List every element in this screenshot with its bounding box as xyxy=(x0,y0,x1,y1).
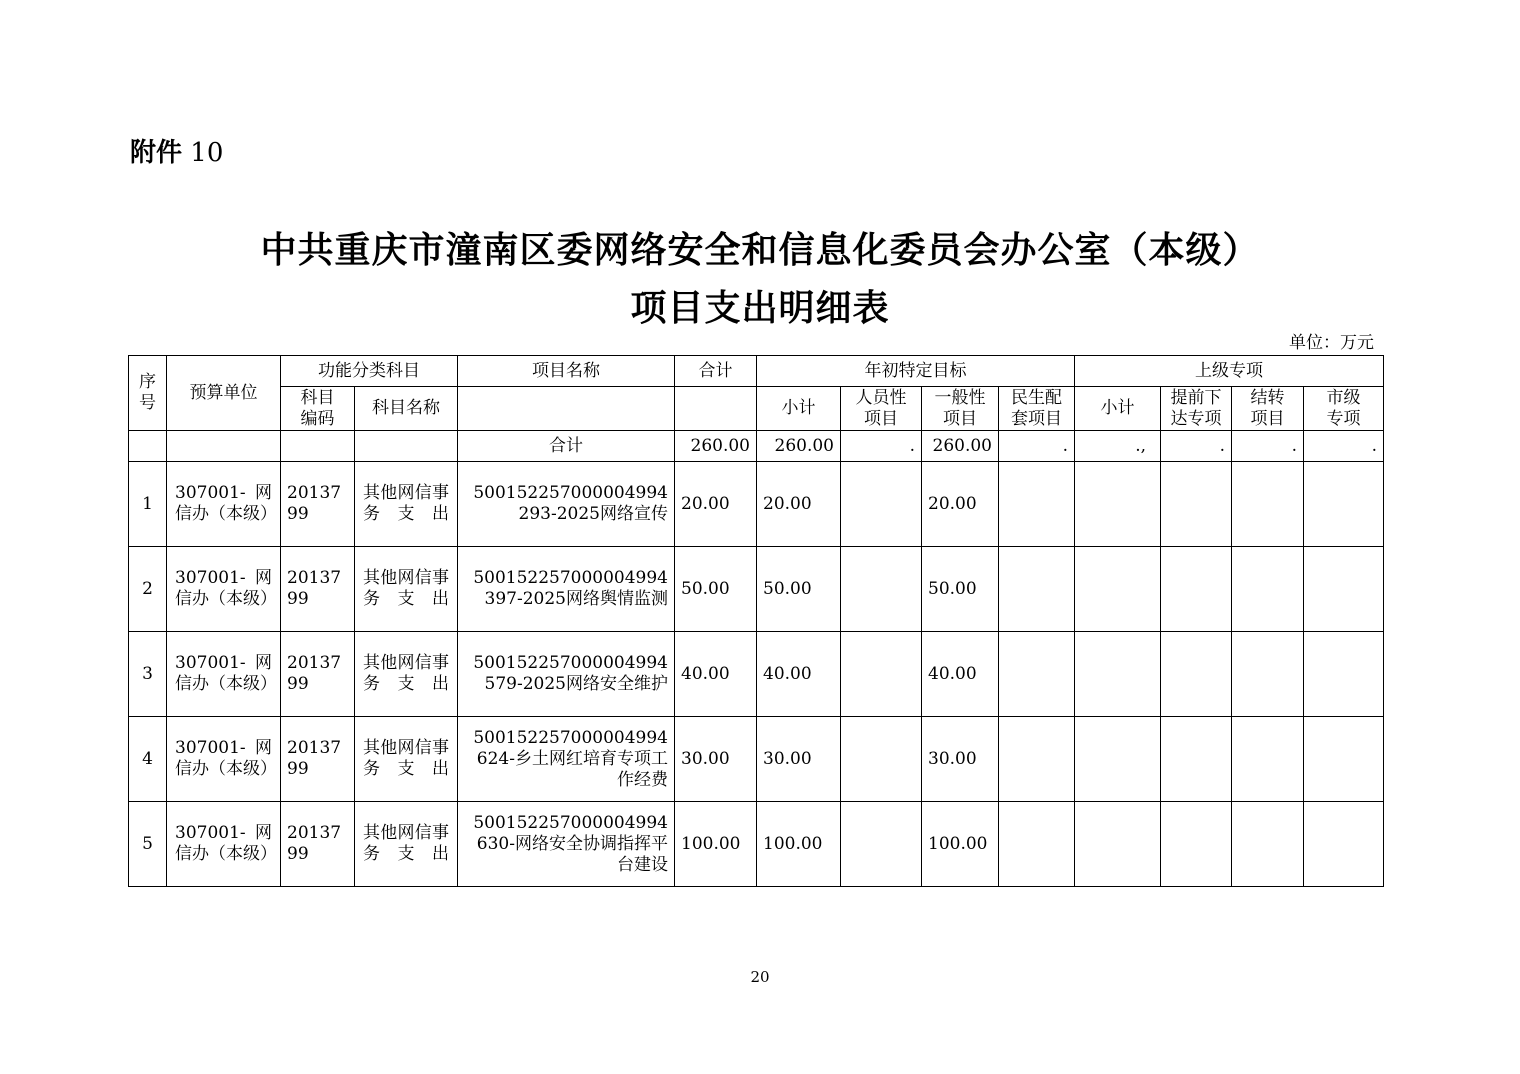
header-budget-unit: 预算单位 xyxy=(167,356,281,431)
total-row xyxy=(129,431,1384,462)
header-project-name: 项目名称 xyxy=(458,356,675,387)
total-sup-subtotal: ., xyxy=(1075,431,1161,462)
row-project: 500152257000004994630-网络安全协调指挥平台建设 xyxy=(458,802,675,887)
header-func-class: 功能分类科目 xyxy=(281,356,458,387)
row-total: 20.00 xyxy=(675,462,757,547)
header-subject-code: 科目编码 xyxy=(281,387,355,431)
row-subject: 其他网信事务支出 xyxy=(355,632,458,717)
unit-label: 单位：万元 xyxy=(1289,333,1374,353)
header-city: 市级专项 xyxy=(1304,387,1384,431)
row-project: 500152257000004994293-2025网络宣传 xyxy=(458,462,675,547)
header-subject-name: 科目名称 xyxy=(355,387,458,431)
row-unit: 307001-网信办（本级） xyxy=(167,462,281,547)
header-personnel: 人员性项目 xyxy=(841,387,922,431)
row-code: 2013799 xyxy=(281,462,355,547)
table-row xyxy=(129,632,1384,717)
row-subject: 其他网信事务支出 xyxy=(355,717,458,802)
page-number: 20 xyxy=(750,968,770,986)
total-city: . xyxy=(1304,431,1384,462)
project-expense-table xyxy=(128,355,1384,887)
header-carryover: 结转项目 xyxy=(1232,387,1304,431)
row-unit: 307001-网信办（本级） xyxy=(167,547,281,632)
row-general: 100.00 xyxy=(922,802,999,887)
row-seq: 2 xyxy=(129,547,167,632)
row-total: 30.00 xyxy=(675,717,757,802)
table-row xyxy=(129,717,1384,802)
header-sup-subtotal: 小计 xyxy=(1075,387,1161,431)
header-annual-target: 年初特定目标 xyxy=(757,356,1075,387)
row-unit: 307001-网信办（本级） xyxy=(167,717,281,802)
row-project: 500152257000004994624-乡土网红培育专项工作经费 xyxy=(458,717,675,802)
header-seq: 序号 xyxy=(129,356,167,431)
header-general: 一般性项目 xyxy=(922,387,999,431)
row-seq: 1 xyxy=(129,462,167,547)
table-row xyxy=(129,802,1384,887)
header-total-empty xyxy=(675,387,757,431)
row-project: 500152257000004994397-2025网络舆情监测 xyxy=(458,547,675,632)
document-title-line2: 项目支出明细表 xyxy=(630,288,890,329)
total-label: 合计 xyxy=(458,431,675,462)
header-project-name-empty xyxy=(458,387,675,431)
row-seq: 4 xyxy=(129,717,167,802)
row-code: 2013799 xyxy=(281,717,355,802)
header-livelihood: 民生配套项目 xyxy=(999,387,1075,431)
total-amount: 260.00 xyxy=(675,431,757,462)
row-total: 100.00 xyxy=(675,802,757,887)
row-unit: 307001-网信办（本级） xyxy=(167,802,281,887)
total-general: 260.00 xyxy=(922,431,999,462)
total-subtotal: 260.00 xyxy=(757,431,841,462)
row-subtotal: 100.00 xyxy=(757,802,841,887)
attachment-label xyxy=(130,132,223,169)
table-row xyxy=(129,462,1384,547)
row-general: 40.00 xyxy=(922,632,999,717)
header-subtotal: 小计 xyxy=(757,387,841,431)
row-project: 500152257000004994579-2025网络安全维护 xyxy=(458,632,675,717)
row-total: 40.00 xyxy=(675,632,757,717)
row-seq: 3 xyxy=(129,632,167,717)
row-subtotal: 20.00 xyxy=(757,462,841,547)
row-code: 2013799 xyxy=(281,802,355,887)
document-title-line1: 中共重庆市潼南区委网络安全和信息化委员会办公室（本级） xyxy=(260,230,1260,271)
row-subject: 其他网信事务支出 xyxy=(355,802,458,887)
row-subtotal: 30.00 xyxy=(757,717,841,802)
row-total: 50.00 xyxy=(675,547,757,632)
total-carryover: . xyxy=(1232,431,1304,462)
row-general: 30.00 xyxy=(922,717,999,802)
row-seq: 5 xyxy=(129,802,167,887)
row-unit: 307001-网信办（本级） xyxy=(167,632,281,717)
total-advance: . xyxy=(1161,431,1232,462)
attachment-number: 10 xyxy=(190,138,224,168)
row-code: 2013799 xyxy=(281,632,355,717)
row-subtotal: 50.00 xyxy=(757,547,841,632)
header-superior: 上级专项 xyxy=(1075,356,1384,387)
header-total: 合计 xyxy=(675,356,757,387)
row-general: 20.00 xyxy=(922,462,999,547)
row-general: 50.00 xyxy=(922,547,999,632)
table-row xyxy=(129,547,1384,632)
header-advance: 提前下达专项 xyxy=(1161,387,1232,431)
row-subtotal: 40.00 xyxy=(757,632,841,717)
attachment-word: 附件 xyxy=(130,138,183,168)
total-livelihood: . xyxy=(999,431,1075,462)
row-code: 2013799 xyxy=(281,547,355,632)
total-personnel: . xyxy=(841,431,922,462)
row-subject: 其他网信事务支出 xyxy=(355,547,458,632)
row-subject: 其他网信事务支出 xyxy=(355,462,458,547)
